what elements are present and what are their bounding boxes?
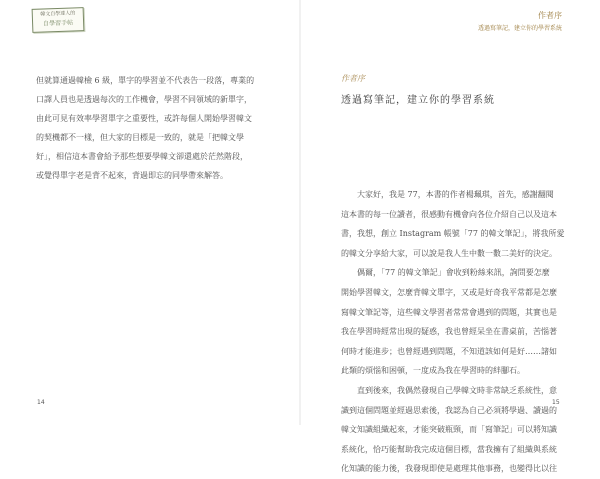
text-line: 韓文知識組織起來，才能突破瓶頸，而「寫筆記」可以將知識 <box>341 425 557 435</box>
text-line: 系統化，恰巧能幫助我完成這個目標，當我擁有了組織與系統 <box>341 444 557 454</box>
text-line: 或覺得單字老是背不起來，背過即忘的同學帶來解答。 <box>36 171 228 180</box>
text-line: 大家好，我是 77，本書的作者楊珮琪，首先，感謝翻閱 <box>357 190 554 199</box>
badge-line-1: 韓文自學達人的 <box>40 10 76 18</box>
text-line: 化知識的能力後，我發現即使是處理其他事務，也變得比以往 <box>341 464 557 474</box>
text-line: 口譯人員也是透過每次的工作機會，學習不同領域的新單字， <box>36 95 252 104</box>
text-line: 何時才能進步；也曾經遇到問題，不知道該如何是好……諸如 <box>341 346 557 356</box>
left-page-number: 14 <box>37 399 45 406</box>
text-line: 由此可見有效率學習單字之重要性，或許每個人開始學習韓文 <box>36 114 252 123</box>
section-title: 透過寫筆記，建立你的學習系統 <box>341 95 495 106</box>
text-line: 好」，相信這本書會給予那些想要學韓文卻還處於茫然階段， <box>36 152 248 161</box>
text-line: 我在學習時經常出現的疑惑，我也曾經呆坐在書桌前，苦惱著 <box>341 327 557 337</box>
text-line: 這本書的每一位讀者，很感動有機會向各位介紹自己以及這本 <box>341 209 557 219</box>
running-header-subtitle: 透過寫筆記，建立你的學習系統 <box>477 25 562 32</box>
text-line: 此類的煩惱和困頓，一度成為我在學習時的絆腳石。 <box>341 366 525 376</box>
badge-line-2: 自學習手帖 <box>42 19 74 28</box>
text-line: 書，我想，創立 Instagram 帳號「77 的韓文筆記」，將我所愛 <box>341 229 565 239</box>
text-line: 直到後來，我偶然發現自己學韓文時非常缺乏系統性，意 <box>357 385 557 395</box>
text-line: 識到這個問題並經過思索後，我認為自己必須將學過、讀過的 <box>341 405 557 415</box>
running-header-title: 作者序 <box>538 11 562 20</box>
page-gutter <box>299 0 301 425</box>
text-line: 開始學習韓文，怎麼背韓文單字，又或是好奇我平常都是怎麼 <box>341 287 557 297</box>
text-line: 但就算通過韓檢 6 級，單字的學習並不代表告一段落，專業的 <box>36 76 255 85</box>
right-page-number: 15 <box>552 399 560 406</box>
section-label: 作者序 <box>341 74 365 83</box>
book-badge <box>32 7 85 33</box>
text-line: 寫韓文筆記等，這些韓文學習者常常會遇到的問題，其實也是 <box>341 307 557 317</box>
text-line: 的韓文分享給大家，可以說是我人生中數一數二美好的決定。 <box>341 248 557 258</box>
text-line: 偶爾，「77 的韓文筆記」會收到粉絲來訊，詢問要怎麼 <box>357 268 550 278</box>
text-line: 的契機都不一樣，但大家的目標是一致的，就是「把韓文學 <box>36 133 244 142</box>
right-page-body <box>341 185 565 479</box>
left-page-paragraph <box>36 71 254 185</box>
